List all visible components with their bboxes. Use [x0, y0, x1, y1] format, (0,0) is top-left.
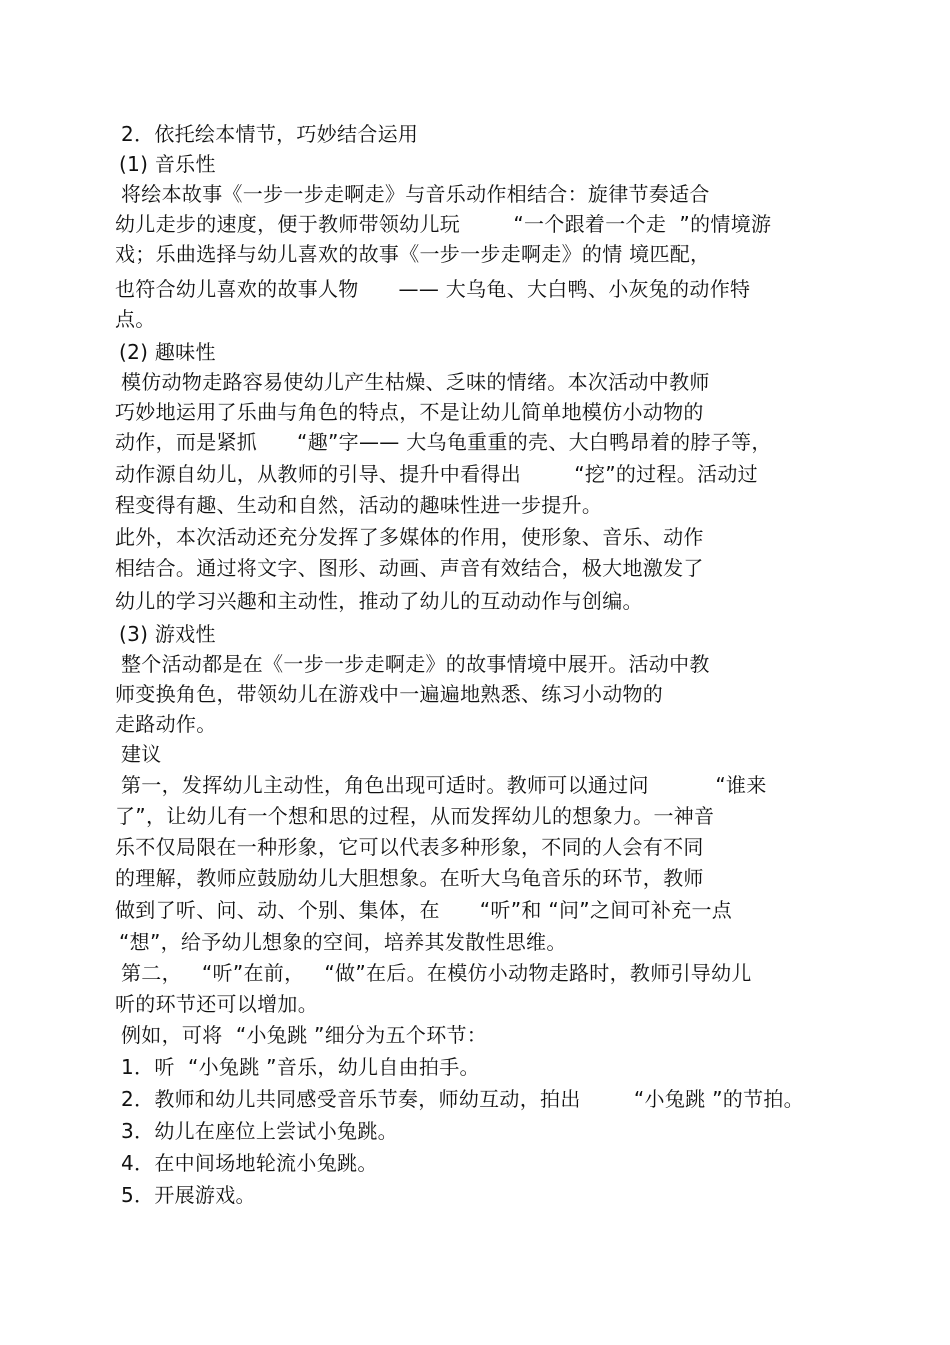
- paragraph-line: 相结合。通过将文字、图形、动画、声音有效结合，极大地激发了: [115, 556, 704, 580]
- paragraph-line: 听的环节还可以增加。: [115, 992, 318, 1016]
- paragraph-line: 走路动作。: [115, 712, 217, 736]
- paragraph-line: 了”，让幼儿有一个想和思的过程，从而发挥幼儿的想象力。一神音: [115, 804, 715, 828]
- section-heading: 2．依托绘本情节，巧妙结合运用: [121, 122, 419, 146]
- paragraph-line: 动作，而是紧抓 “趣”字—— 大乌龟重重的壳、大白鸭昂着的脖子等，: [115, 430, 772, 454]
- paragraph-line: 程变得有趣、生动和自然，活动的趣味性进一步提升。: [115, 493, 603, 517]
- subheading: (1) 音乐性: [119, 152, 216, 176]
- subheading: (2) 趣味性: [119, 340, 216, 364]
- subheading: 建议: [121, 742, 162, 766]
- paragraph-line: 此外，本次活动还充分发挥了多媒体的作用，使形象、音乐、动作: [115, 525, 704, 549]
- paragraph-line: “想”，给予幼儿想象的空间，培养其发散性思维。: [119, 930, 567, 954]
- paragraph-line: 幼儿的学习兴趣和主动性，推动了幼儿的互动动作与创编。: [115, 589, 643, 613]
- list-item: 2．教师和幼儿共同感受音乐节奏，师幼互动，拍出 “小兔跳 ”的节拍。: [121, 1087, 804, 1111]
- paragraph-line: 戏；乐曲选择与幼儿喜欢的故事《一步一步走啊走》的情 境匹配，: [115, 242, 711, 266]
- paragraph-line: 点。: [115, 307, 156, 331]
- paragraph-line: 第二， “听”在前， “做”在后。在模仿小动物走路时，教师引导幼儿: [121, 961, 752, 985]
- paragraph-line: 的理解，教师应鼓励幼儿大胆想象。在听大乌龟音乐的环节，教师: [115, 866, 704, 890]
- list-item: 3．幼儿在座位上尝试小兔跳。: [121, 1119, 398, 1143]
- paragraph-line: 第一，发挥幼儿主动性，角色出现可适时。教师可以通过问 “谁来: [121, 773, 767, 797]
- list-item: 5．开展游戏。: [121, 1183, 256, 1207]
- paragraph-line: 也符合幼儿喜欢的故事人物 —— 大乌龟、大白鸭、小灰兔的动作特: [115, 277, 751, 301]
- paragraph-line: 乐不仅局限在一种形象，它可以代表多种形象，不同的人会有不同: [115, 835, 704, 859]
- paragraph-line: 将绘本故事《一步一步走啊走》与音乐动作相结合：旋律节奏适合: [121, 182, 710, 206]
- list-item: 4．在中间场地轮流小兔跳。: [121, 1151, 378, 1175]
- paragraph-line: 动作源自幼儿，从教师的引导、提升中看得出 “挖”的过程。活动过: [115, 462, 758, 486]
- paragraph-line: 整个活动都是在《一步一步走啊走》的故事情境中展开。活动中教: [121, 652, 710, 676]
- list-item: 1．听 “小兔跳 ”音乐，幼儿自由拍手。: [121, 1055, 480, 1079]
- paragraph-line: 模仿动物走路容易使幼儿产生枯燥、乏味的情绪。本次活动中教师: [121, 370, 710, 394]
- paragraph-line: 巧妙地运用了乐曲与角色的特点，不是让幼儿简单地模仿小动物的: [115, 400, 704, 424]
- paragraph-line: 做到了听、问、动、个别、集体，在 “听”和 “问”之间可补充一点: [115, 898, 733, 922]
- paragraph-line: 幼儿走步的速度，便于教师带领幼儿玩 “一个跟着一个走 ”的情境游: [115, 212, 772, 236]
- paragraph-line: 例如，可将 “小兔跳 ”细分为五个环节：: [121, 1023, 488, 1047]
- paragraph-line: 师变换角色，带领幼儿在游戏中一遍遍地熟悉、练习小动物的: [115, 682, 664, 706]
- subheading: (3) 游戏性: [119, 622, 216, 646]
